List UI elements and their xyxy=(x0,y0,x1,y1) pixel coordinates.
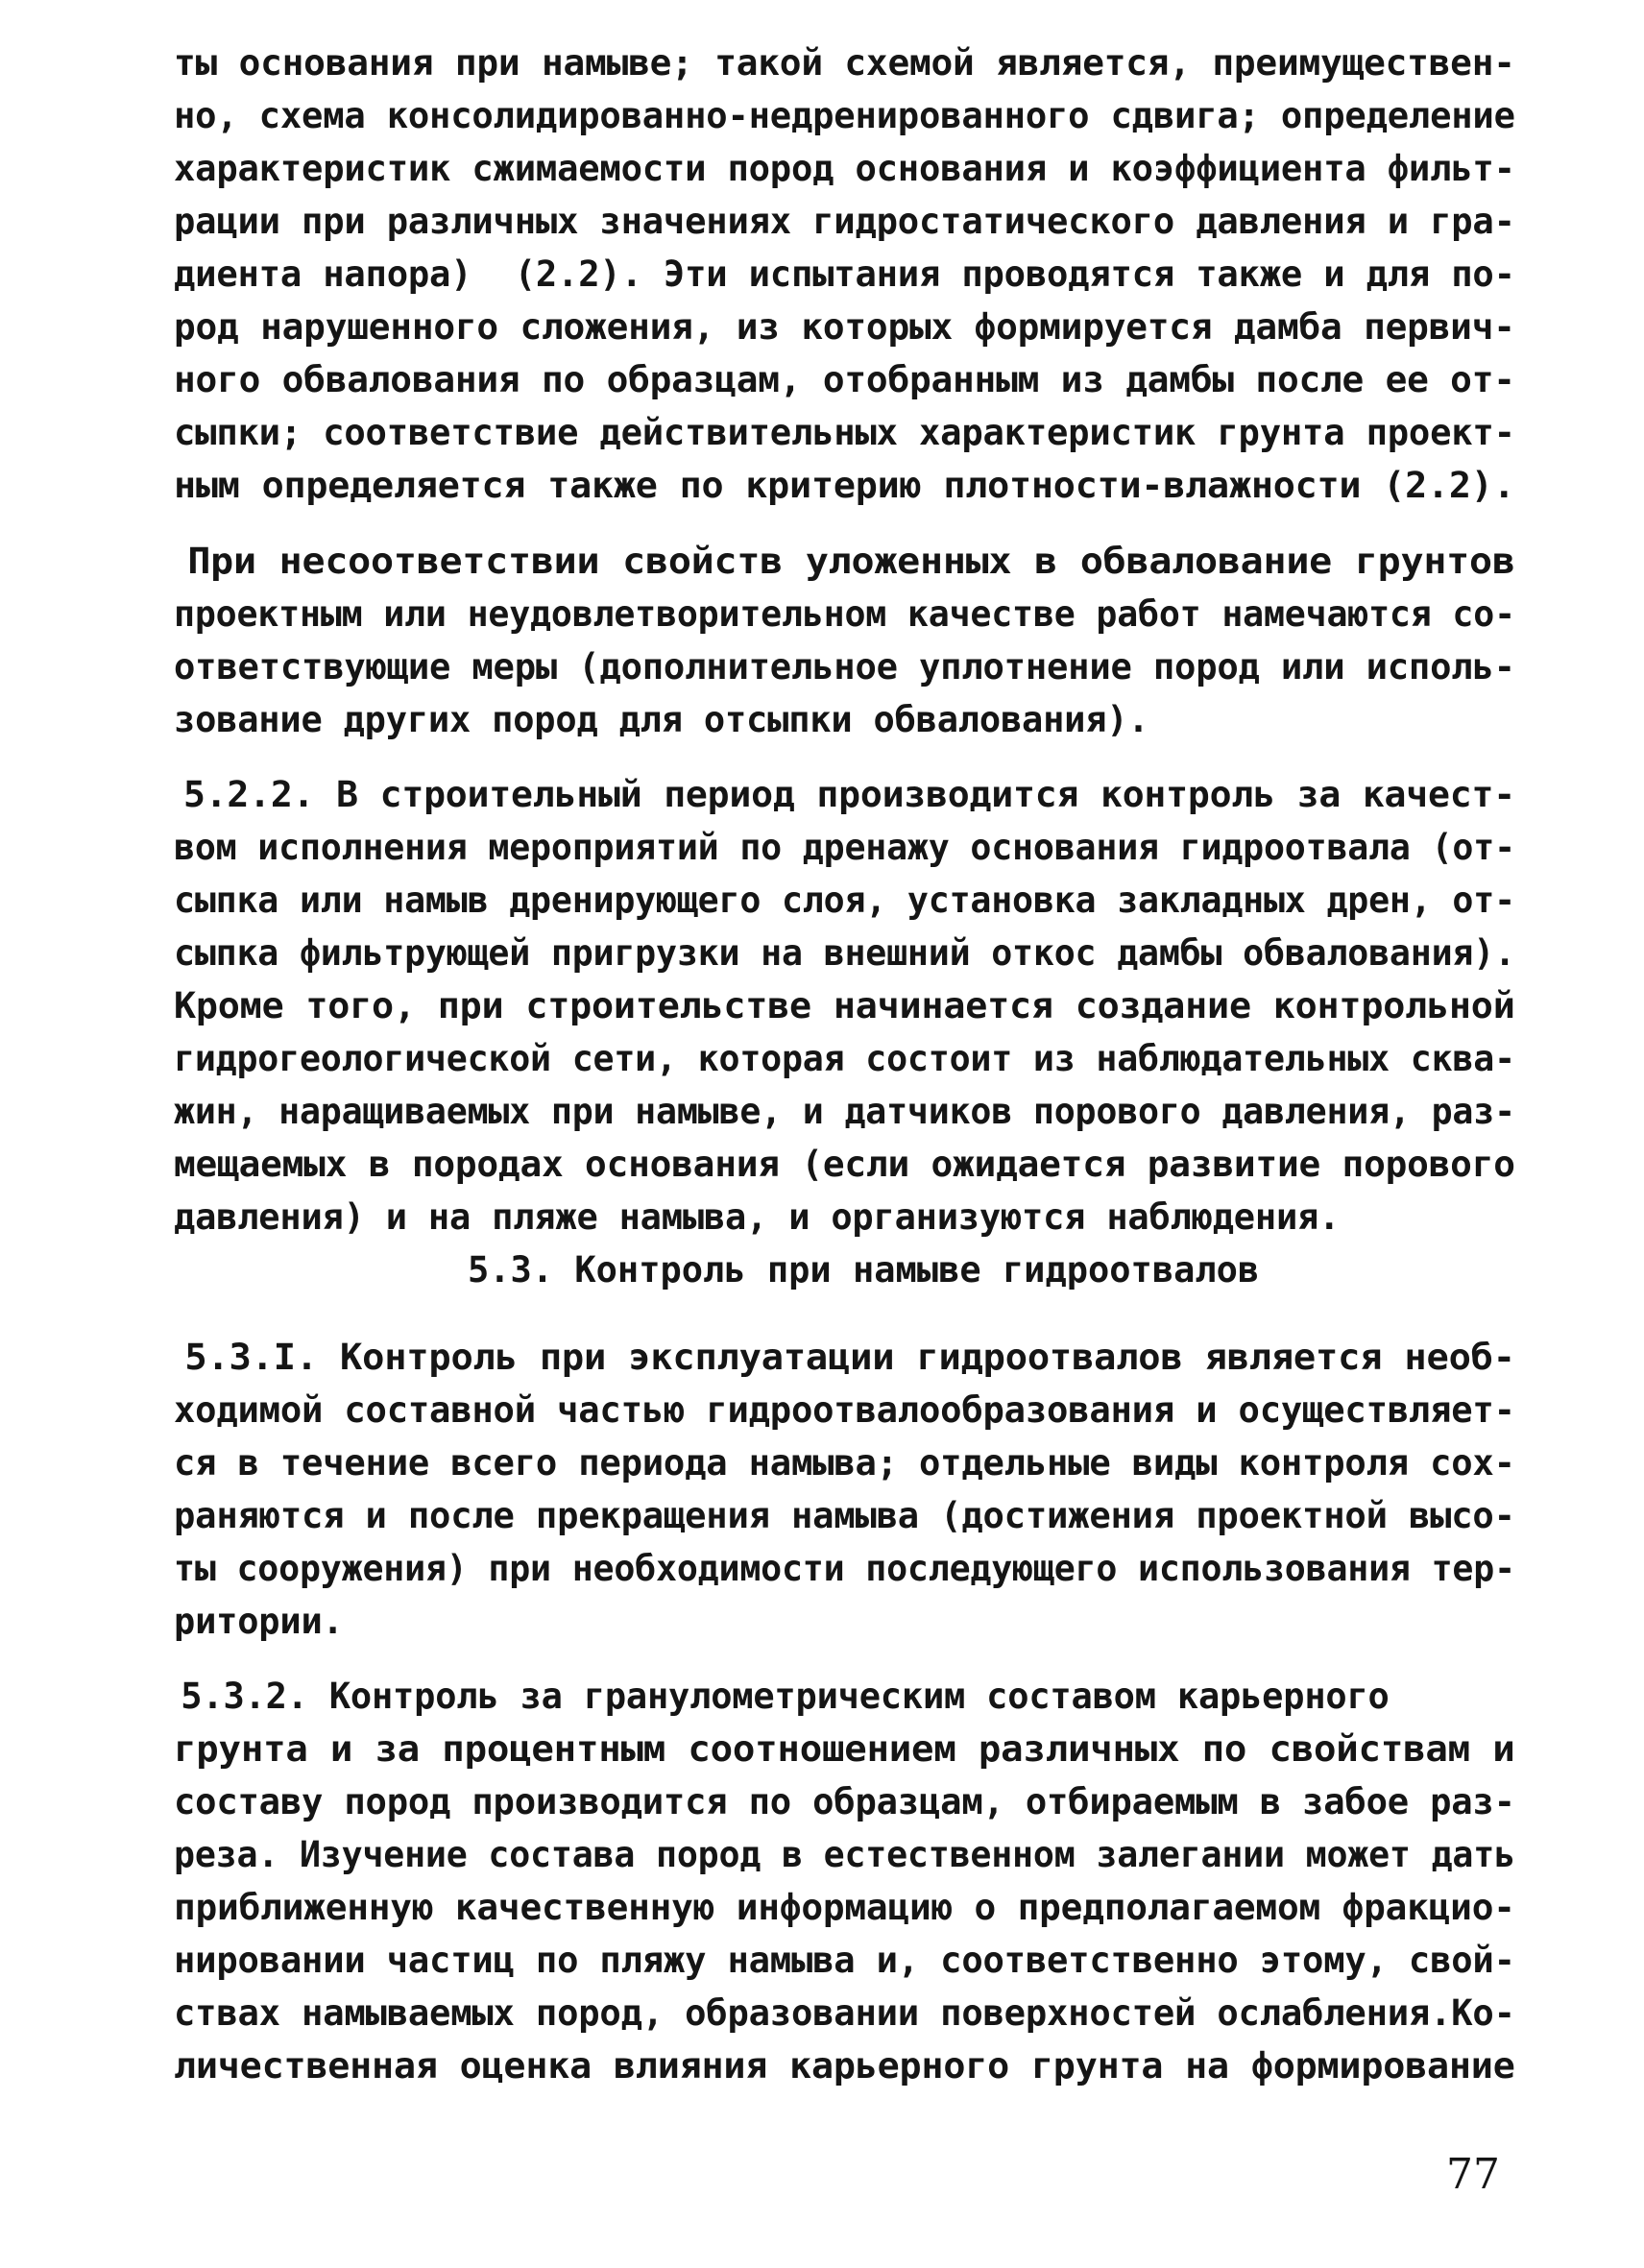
text-line: приближенную качественную информацию о предполагаемом фракцио- xyxy=(174,1887,1515,1928)
text-line: 5.3.I. Контроль при эксплуатации гидроотвалов является необ- xyxy=(96,1337,1515,1378)
text-line: проектным или неудовлетворительном качестве работ намечаются со- xyxy=(174,593,1515,635)
text-line: жин, наращиваемых при намыве, и датчиков порового давления, раз- xyxy=(174,1091,1515,1132)
text-line: личественная оценка влияния карьерного грунта на формирование xyxy=(174,2045,1515,2087)
text-line: ходимой составной частью гидроотвалообразования и осуществляет- xyxy=(174,1389,1515,1431)
text-line: раняются и после прекращения намыва (достижения проектной высо- xyxy=(174,1495,1515,1536)
text-line: зование других пород для отсыпки обвалования). xyxy=(174,699,1149,740)
text-line: Кроме того, при строительстве начинается создание контрольной xyxy=(174,985,1515,1026)
text-line: ты сооружения) при необходимости последующего использования тер- xyxy=(174,1548,1515,1589)
section-heading: 5.3. Контроль при намыве гидроотвалов xyxy=(468,1249,1260,1291)
text-line: характеристик сжимаемости пород основания и коэффициента фильт- xyxy=(174,148,1515,189)
text-line: сыпка или намыв дренирующего слоя, установка закладных дрен, от- xyxy=(174,880,1515,921)
text-line: но, схема консолидированно-недренированного сдвига; определение xyxy=(174,95,1515,136)
text-line: грунта и за процентным соотношением различных по свойствам и xyxy=(174,1728,1515,1770)
text-line: давления) и на пляже намыва, и организуются наблюдения. xyxy=(174,1196,1341,1238)
text-line: сыпка фильтрующей пригрузки на внешний откос дамбы обвалования). xyxy=(174,932,1515,974)
text-line: мещаемых в породах основания (если ожидается развитие порового xyxy=(174,1144,1515,1185)
text-line: При несоответствии свойств уложенных в обвалование грунтов xyxy=(96,541,1515,582)
text-line: сыпки; соответствие действительных характеристик грунта проект- xyxy=(174,412,1515,453)
text-line: составу пород производится по образцам, отбираемым в забое раз- xyxy=(174,1781,1515,1822)
text-line: ритории. xyxy=(174,1601,344,1642)
text-line: реза. Изучение состава пород в естественном залегании может дать xyxy=(174,1834,1515,1875)
text-line: 5.3.2. Контроль за гранулометрическим составом карьерного xyxy=(96,1676,1390,1717)
text-line: вом исполнения мероприятий по дренажу основания гидроотвала (от- xyxy=(174,827,1515,868)
text-line: ствах намываемых пород, образовании поверхностей ослабления.Ко- xyxy=(174,1992,1515,2034)
text-line: ного обвалования по образцам, отобранным из дамбы после ее от- xyxy=(174,359,1515,400)
text-line: гидрогеологической сети, которая состоит из наблюдательных сква- xyxy=(174,1038,1515,1079)
text-line: 5.2.2. В строительный период производится контроль за качест- xyxy=(96,774,1515,815)
text-line: рации при различных значениях гидростатического давления и гра- xyxy=(174,201,1515,242)
text-line: нировании частиц по пляжу намыва и, соответственно этому, свой- xyxy=(174,1940,1515,1981)
text-line: диента напора) (2.2). Эти испытания проводятся также и для по- xyxy=(174,253,1515,295)
text-line: ты основания при намыве; такой схемой является, преимуществен- xyxy=(174,42,1515,84)
text-line: ным определяется также по критерию плотности-влажности (2.2). xyxy=(174,465,1515,506)
text-line: род нарушенного сложения, из которых формируется дамба первич- xyxy=(174,306,1515,348)
page-number: 77 xyxy=(1446,2150,1500,2199)
text-line: ответствующие меры (дополнительное уплотнение пород или исполь- xyxy=(174,646,1515,688)
text-line: ся в течение всего периода намыва; отдельные виды контроля сох- xyxy=(174,1442,1515,1484)
